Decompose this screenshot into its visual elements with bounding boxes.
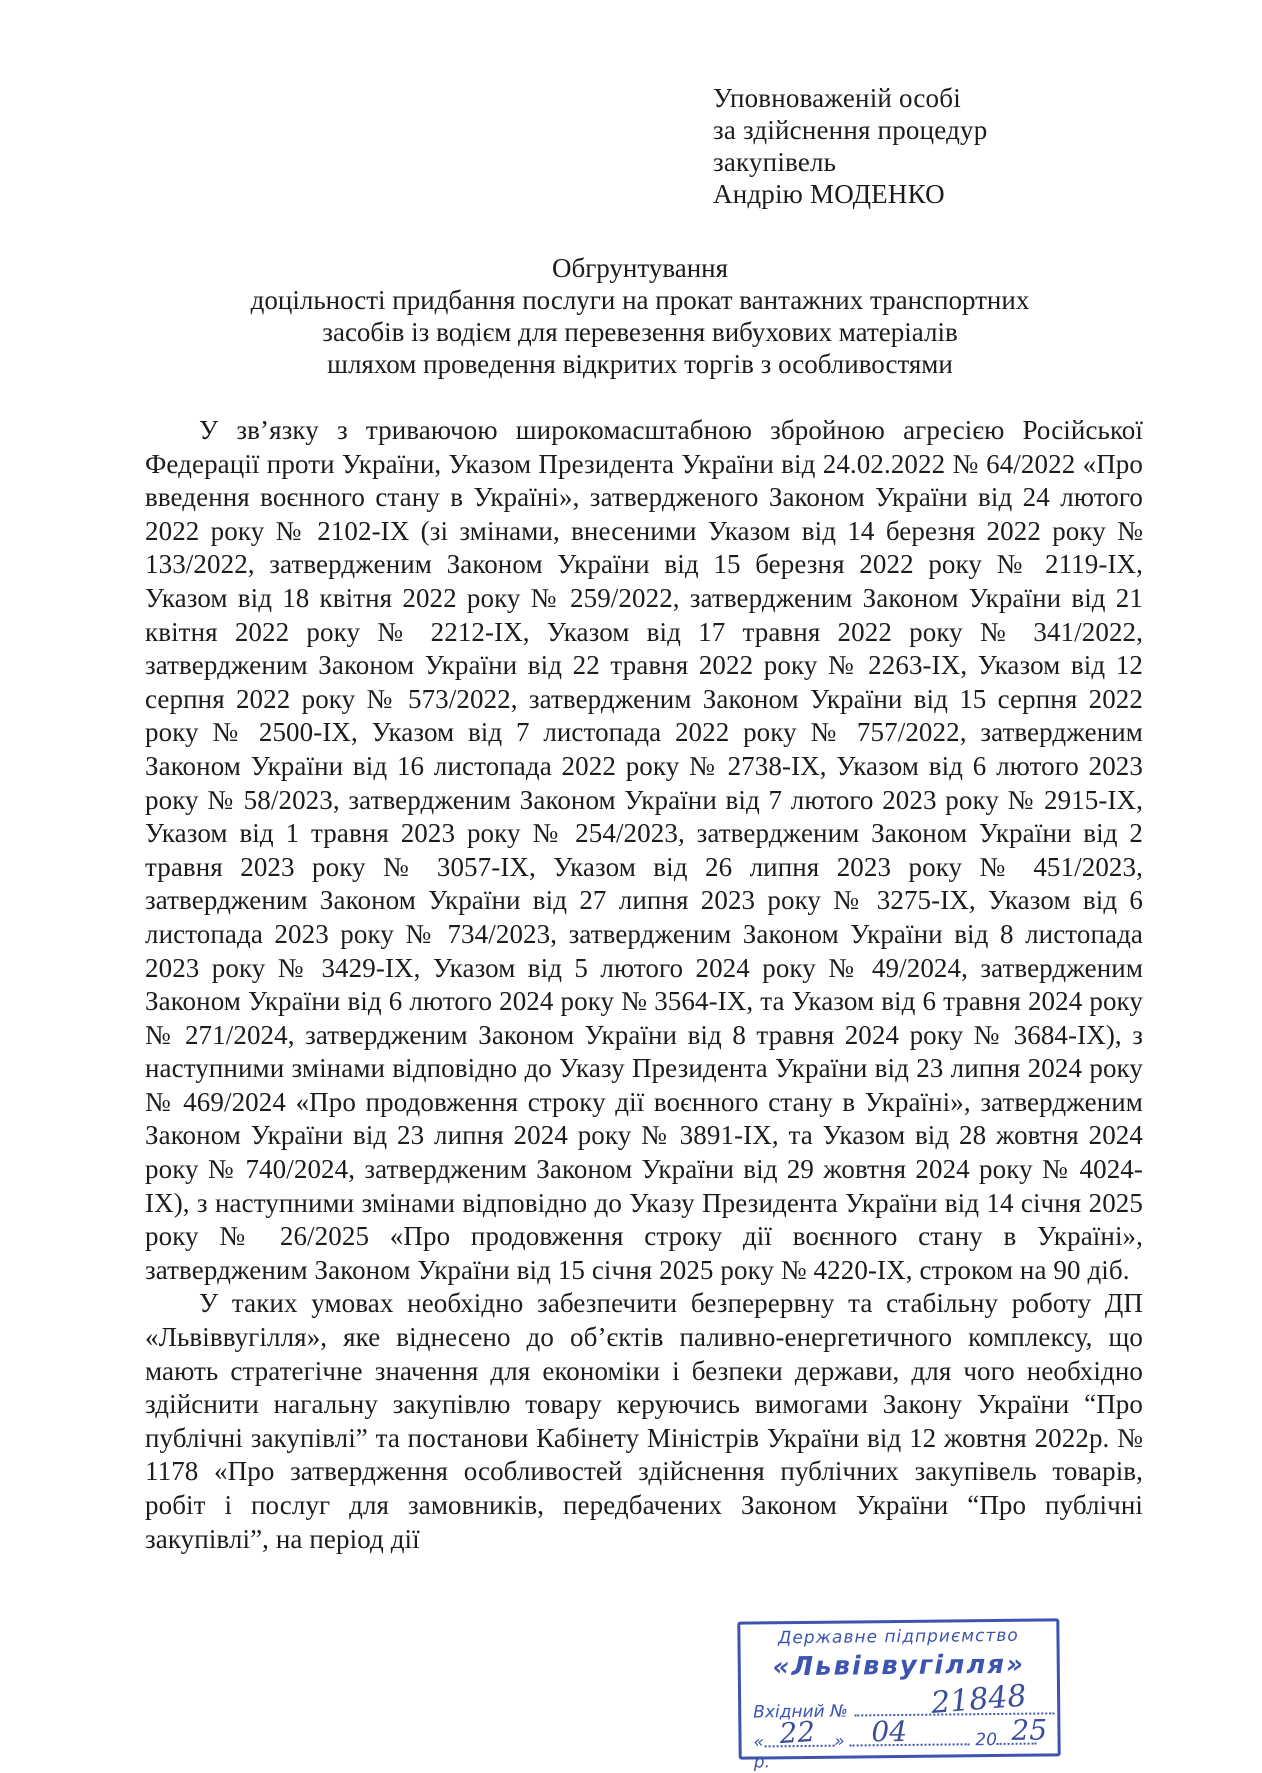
title-line: доцільності придбання послуги на прокат вантажних транспортних [250,285,1030,315]
stamp-date-row: « » 20 р. [753,1729,1049,1772]
addressee-line: закупівель [713,147,837,177]
document-title [140,252,1140,380]
title-heading: Обгрунтування [551,253,729,283]
document-body [145,414,1143,1556]
addressee-line: за здійснення процедур [713,115,988,145]
stamp-org-name: «Львіввугілля» [772,1649,1026,1683]
stamp-incoming-text: Вхідний № [753,1701,848,1723]
stamp-handwritten-number: 21848 [929,1678,1028,1721]
stamp-month-line [850,1743,970,1746]
stamp-handwritten-month: 04 [871,1714,908,1749]
stamp-year-prefix: 20 [975,1729,998,1751]
title-line: засобів із водієм для перевезення вибухових матеріалів [322,317,958,347]
addressee-block [713,82,987,210]
body-paragraph: У таких умовах необхідно забезпечити безперервну та стабільну роботу ДП «Львіввугілля», яке віднесено до об’єктів паливно-енергетичного комплексу, що мають стратегічне значення для економіки і безпеки держави, для чого необхідно здійснити нагальну закупівлю товару керуючись вимогами Закону України “Про публічні закупівлі” та постанови Кабінету Міністрів України від 12 жовтня 2022р. № 1178 «Про затвердження особливостей здійснення публічних закупівель товарів, робіт і послуг для замовників, передбачених Законом України “Про публічні закупівлі”, на період дії [145,1288,1143,1554]
stamp-handwritten-day: 22 [778,1714,817,1751]
addressee-line: Уповноваженій особі [713,83,961,113]
stamp-org-type: Державне підприємство [778,1625,1019,1649]
registration-stamp [737,1618,1060,1773]
body-paragraph: У зв’язку з триваючою широкомасштабною збройною агресією Російської Федерації проти України, Указом Президента України від 24.02.2022 № 64/2022 «Про введення воєнного стану в Україні», затвердженого Законом України від 24 лютого 2022 року № 2102-IX (зі змінами, внесеними Указом від 14 березня 2022 року № 133/2022, затвердженим Законом України від 15 березня 2022 року № 2119-IX, Указом від 18 квітня 2022 року № 259/2022, затвердженим Законом України від 21 квітня 2022 року № 2212-IX, Указом від 17 травня 2022 року № 341/2022, затвердженим Законом України від 22 травня 2022 року № 2263-IX, Указом від 12 серпня 2022 року № 573/2022, затвердженим Законом України від 15 серпня 2022 року № 2500-IX, Указом від 7 листопада 2022 року № 757/2022, затвердженим Законом України від 16 листопада 2022 року № 2738-IX, Указом від 6 лютого 2023 року № 58/2023, затвердженим Законом України від 7 лютого 2023 року № 2915-IX, Указом від 1 травня 2023 року № 254/2023, затвердженим Законом України від 2 травня 2023 року № 3057-IX, Указом від 26 липня 2023 року № 451/2023, затвердженим Законом України від 27 липня 2023 року № 3275-IX, Указом від 6 листопада 2023 року № 734/2023, затвердженим Законом України від 8 листопада 2023 року № 3429-IX, Указом від 5 лютого 2024 року № 49/2024, затвердженим Законом України від 6 лютого 2024 року № 3564-IX, та Указом від 6 травня 2024 року № 271/2024, затвердженим Законом України від 8 травня 2024 року № 3684-IX), з наступними змінами відповідно до Указу Президента України від 23 липня 2024 року № 469/2024 «Про продовження строку дії воєнного стану в Україні», затвердженим Законом України від 23 липня 2024 року № 3891-IX, та Указом від 28 жовтня 2024 року № 740/2024, затвердженим Законом України від 29 жовтня 2024 року № 4024-IX), з наступними змінами відповідно до Указу Президента України від 14 січня 2025 року № 26/2025 «Про продовження строку дії воєнного стану в Україні», затвердженим Законом України від 15 січня 2025 року № 4220-IX, строком на 90 діб. [145,415,1143,1285]
addressee-name: Андрію МОДЕНКО [713,179,945,209]
stamp-handwritten-year: 25 [1011,1713,1048,1747]
title-line: шляхом проведення відкритих торгів з особливостями [327,349,953,379]
